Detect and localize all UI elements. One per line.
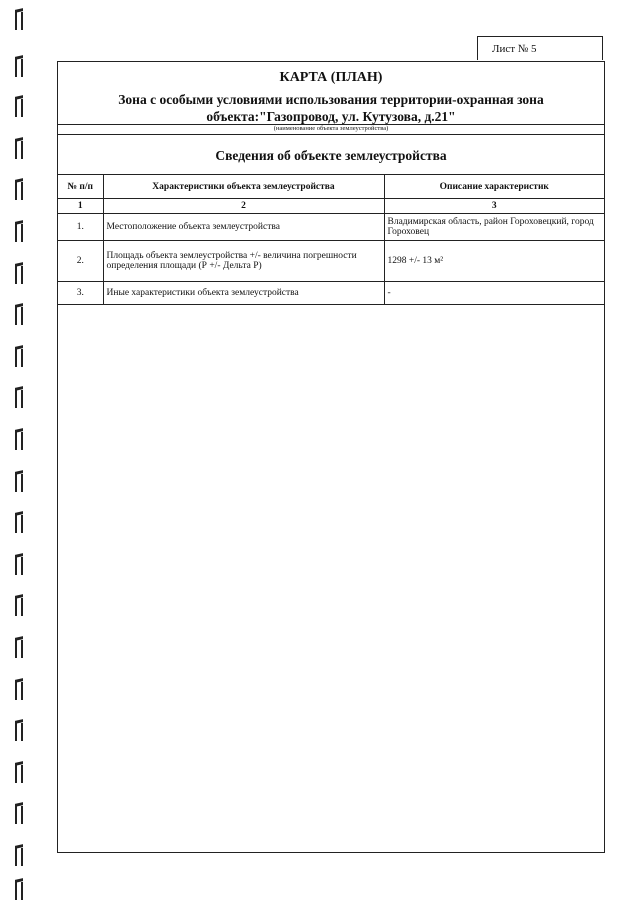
- page-title: КАРТА (ПЛАН): [279, 70, 383, 85]
- binding-mark: [14, 178, 24, 200]
- column-number: 2: [103, 199, 384, 214]
- row-characteristic: Иные характеристики объекта землеустройства: [103, 282, 384, 305]
- binding-mark: [14, 470, 24, 492]
- row-description: -: [384, 282, 604, 305]
- binding-mark: [14, 636, 24, 658]
- binding-mark: [14, 262, 24, 284]
- sheet-number-label: Лист № 5: [477, 36, 603, 60]
- binding-mark: [14, 428, 24, 450]
- binding-mark: [14, 594, 24, 616]
- characteristics-table: [58, 174, 604, 305]
- title-block: [58, 62, 604, 135]
- zone-description: [58, 91, 604, 125]
- zone-description-line-1: Зона с особыми условиями использования территории-охранная зона: [118, 92, 544, 107]
- binding-mark: [14, 55, 24, 77]
- row-characteristic: Местоположение объекта землеустройства: [103, 214, 384, 241]
- binding-mark: [14, 553, 24, 575]
- binding-mark: [14, 802, 24, 824]
- binding-mark: [14, 220, 24, 242]
- column-header-number: № п/п: [58, 175, 103, 199]
- binding-mark: [14, 303, 24, 325]
- object-name-caption: (наименование объекта землеустройства): [273, 125, 389, 132]
- binding-mark: [14, 345, 24, 367]
- document-frame: [57, 61, 605, 853]
- binding-mark: [14, 386, 24, 408]
- table-row: [58, 214, 604, 241]
- binding-mark: [14, 137, 24, 159]
- row-description: 1298 +/- 13 м²: [384, 241, 604, 282]
- row-characteristic: Площадь объекта землеустройства +/- величина погрешности определения площади (Р +/- Дельта Р): [103, 241, 384, 282]
- column-numbers-row: [58, 199, 604, 214]
- column-number: 3: [384, 199, 604, 214]
- binding-holes: [14, 0, 28, 905]
- zone-description-line-2: объекта:"Газопровод, ул. Кутузова, д.21": [206, 109, 456, 124]
- table-row: [58, 241, 604, 282]
- binding-mark: [14, 678, 24, 700]
- column-number: 1: [58, 199, 103, 214]
- binding-mark: [14, 844, 24, 866]
- section-title: Сведения об объекте землеустройства: [58, 136, 604, 175]
- row-description: Владимирская область, район Гороховецкий, город Гороховец: [384, 214, 604, 241]
- binding-mark: [14, 95, 24, 117]
- row-number: 1.: [58, 214, 103, 241]
- binding-mark: [14, 719, 24, 741]
- binding-mark: [14, 8, 24, 30]
- table-row: [58, 282, 604, 305]
- binding-mark: [14, 761, 24, 783]
- column-header-characteristic: Характеристики объекта землеустройства: [103, 175, 384, 199]
- binding-mark: [14, 878, 24, 900]
- row-number: 2.: [58, 241, 103, 282]
- column-header-description: Описание характеристик: [384, 175, 604, 199]
- row-number: 3.: [58, 282, 103, 305]
- binding-mark: [14, 511, 24, 533]
- table-header-row: [58, 175, 604, 199]
